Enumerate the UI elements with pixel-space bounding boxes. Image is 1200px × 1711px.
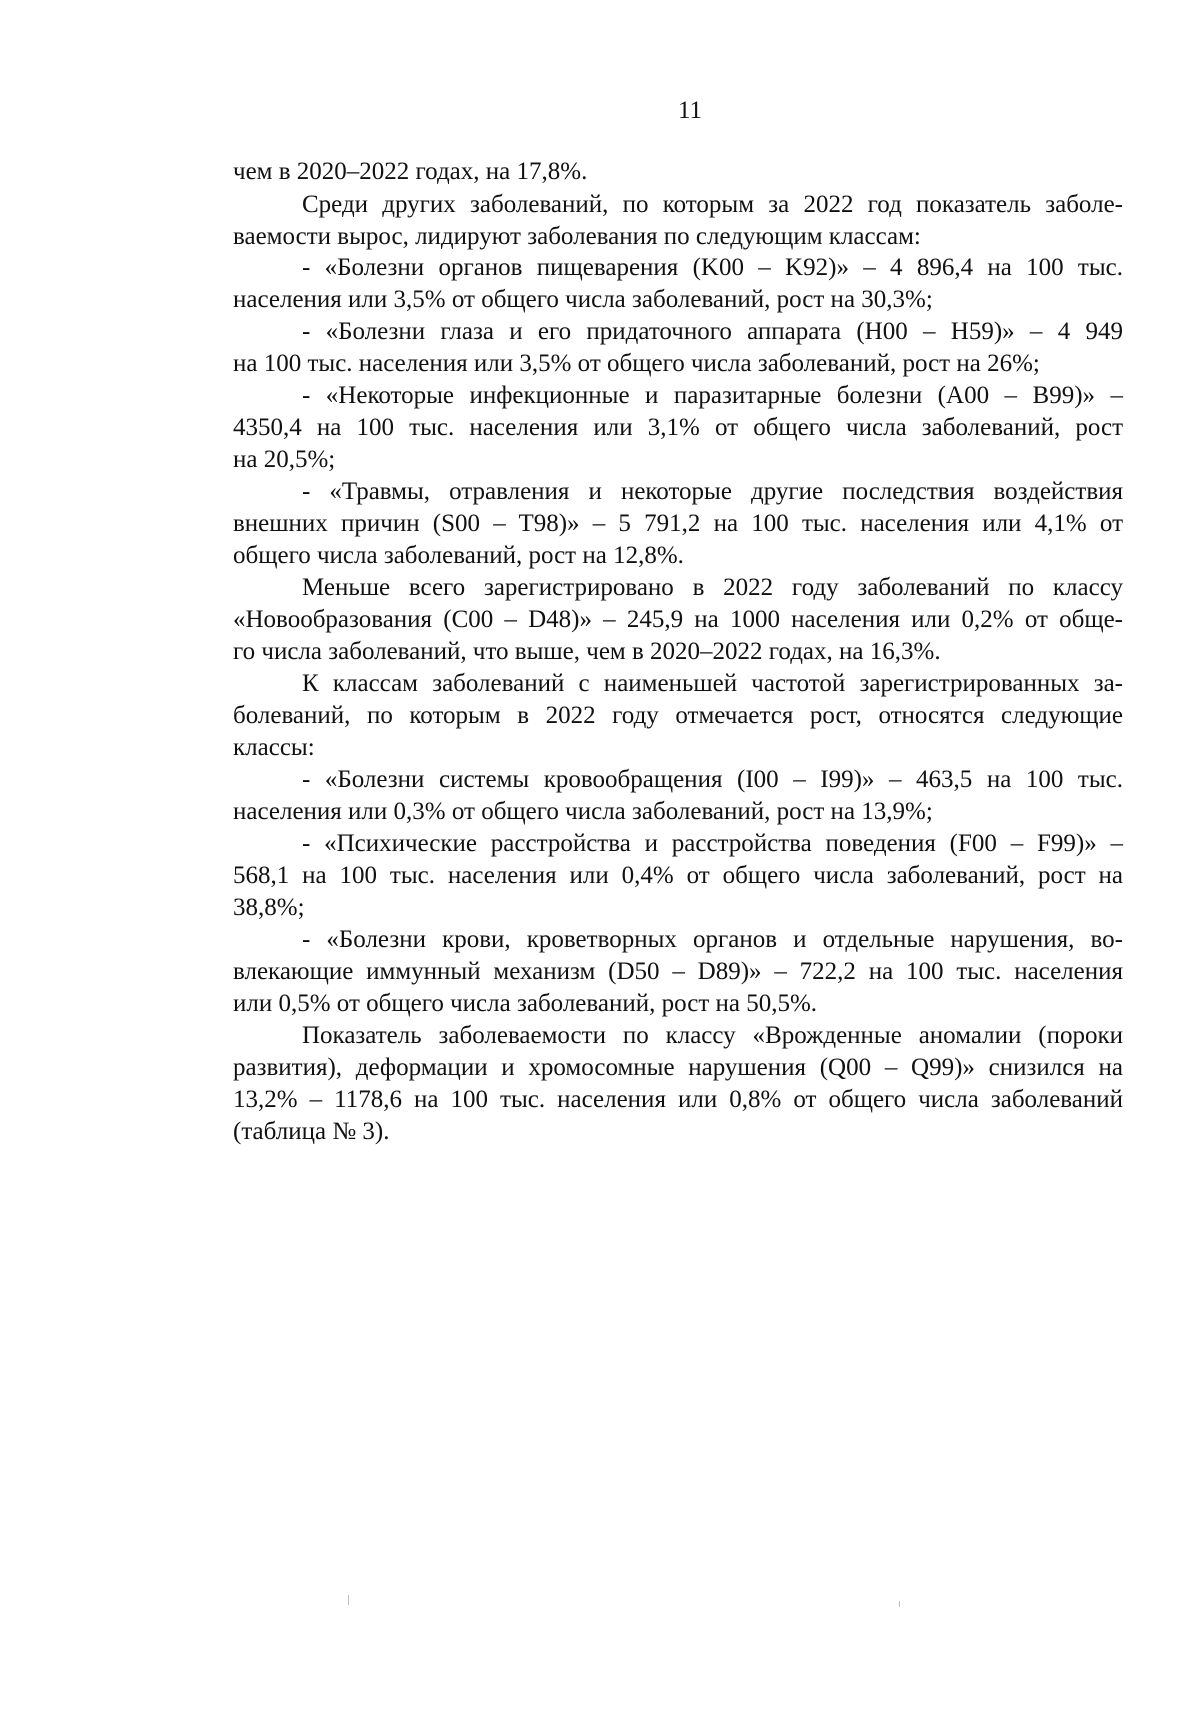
body-line: 568,1 на 100 тыс. населения или 0,4% от общего числа заболеваний, рост на <box>233 862 1123 889</box>
body-line: болеваний, по которым в 2022 году отмечается рост, относятся следующие <box>233 702 1123 729</box>
body-line: внешних причин (S00 – T98)» – 5 791,2 на 100 тыс. населения или 4,1% от <box>233 510 1123 537</box>
body-line: на 100 тыс. населения или 3,5% от общего числа заболеваний, рост на 26%; <box>233 350 1040 377</box>
body-line: общего числа заболеваний, рост на 12,8%. <box>233 542 684 569</box>
paragraph-first-line: К классам заболеваний с наименьшей частотой зарегистрированных за- <box>302 670 1123 697</box>
body-line: 4350,4 на 100 тыс. населения или 3,1% от общего числа заболеваний, рост <box>233 414 1123 441</box>
list-item-line: - «Болезни органов пищеварения (K00 – K92)» – 4 896,4 на 100 тыс. <box>302 254 1123 281</box>
paragraph-first-line: Среди других заболеваний, по которым за 2022 год показатель заболе- <box>302 191 1123 218</box>
list-item-line: - «Травмы, отравления и некоторые другие последствия воздействия <box>302 478 1123 505</box>
body-line: го числа заболеваний, что выше, чем в 2020–2022 годах, на 16,3%. <box>233 638 941 665</box>
list-item-line: - «Психические расстройства и расстройства поведения (F00 – F99)» – <box>302 830 1123 857</box>
list-item-line: - «Некоторые инфекционные и паразитарные болезни (A00 – B99)» – <box>302 382 1123 409</box>
body-line: ваемости вырос, лидируют заболевания по следующим классам: <box>233 223 921 250</box>
body-line: или 0,5% от общего числа заболеваний, рост на 50,5%. <box>233 990 818 1017</box>
body-line: влекающие иммунный механизм (D50 – D89)» – 722,2 на 100 тыс. населения <box>233 958 1123 985</box>
list-item-line: - «Болезни глаза и его придаточного аппарата (H00 – H59)» – 4 949 <box>302 318 1123 345</box>
list-item-line: - «Болезни системы кровообращения (I00 – I99)» – 463,5 на 100 тыс. <box>302 766 1123 793</box>
paragraph-first-line: Меньше всего зарегистрировано в 2022 году заболеваний по классу <box>302 574 1123 601</box>
page-number: 11 <box>677 97 703 124</box>
scan-speck <box>899 1601 900 1607</box>
body-line: на 20,5%; <box>233 446 336 473</box>
body-line: 38,8%; <box>233 894 305 921</box>
body-line: (таблица № 3). <box>233 1118 390 1145</box>
body-line: классы: <box>233 734 315 761</box>
body-line: населения или 0,3% от общего числа заболеваний, рост на 13,9%; <box>233 798 933 825</box>
body-line: чем в 2020–2022 годах, на 17,8%. <box>233 158 588 185</box>
body-line: развития), деформации и хромосомные нарушения (Q00 – Q99)» снизился на <box>233 1054 1123 1081</box>
list-item-line: - «Болезни крови, кроветворных органов и отдельные нарушения, во- <box>302 926 1123 953</box>
body-line: «Новообразования (C00 – D48)» – 245,9 на 1000 населения или 0,2% от обще- <box>233 606 1123 633</box>
paragraph-first-line: Показатель заболеваемости по классу «Врожденные аномалии (пороки <box>302 1022 1123 1049</box>
body-line: населения или 3,5% от общего числа заболеваний, рост на 30,3%; <box>233 286 933 313</box>
scan-speck <box>348 1595 349 1605</box>
body-line: 13,2% – 1178,6 на 100 тыс. населения или 0,8% от общего числа заболеваний <box>233 1086 1123 1113</box>
